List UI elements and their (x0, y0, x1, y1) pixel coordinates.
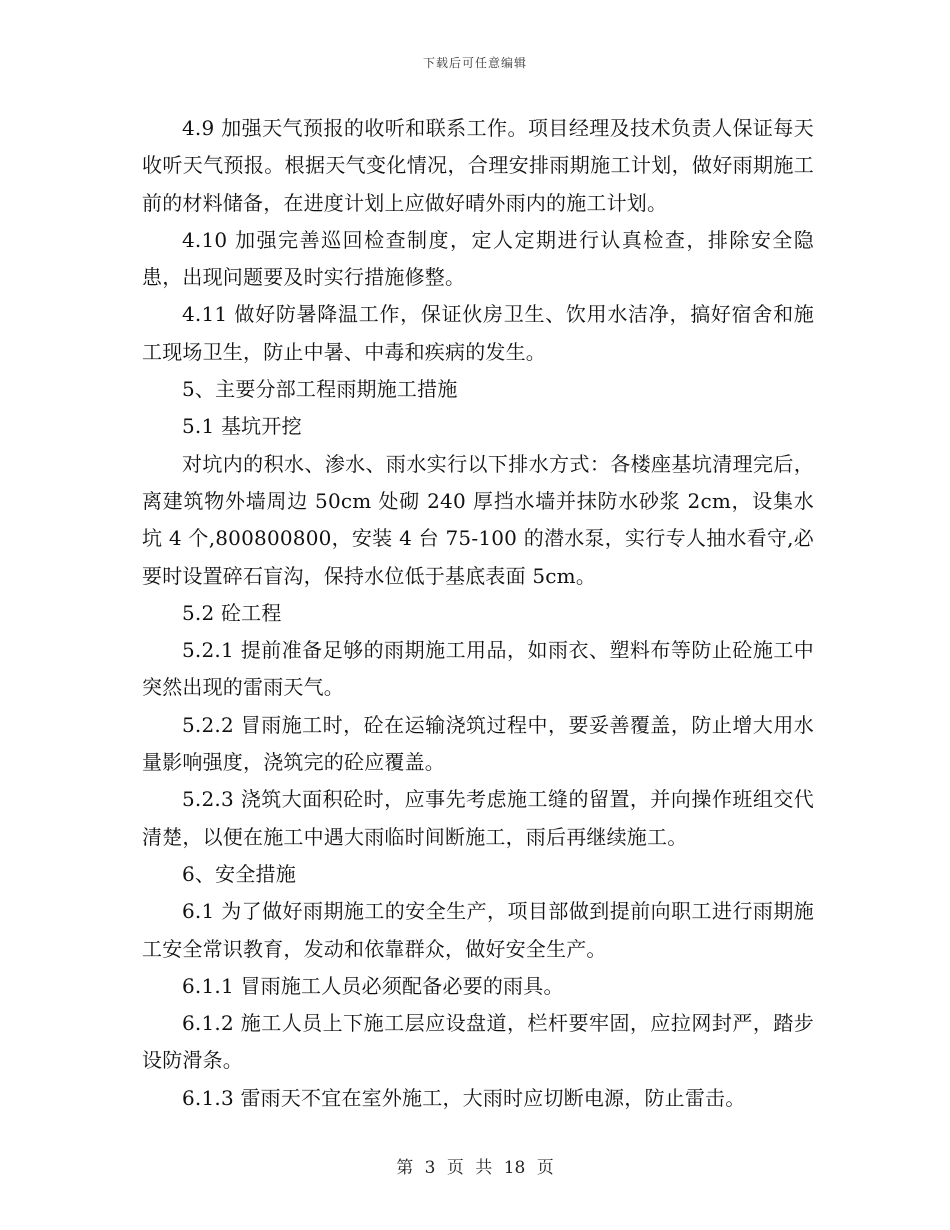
paragraph-5-2-3: 5.2.3 浇筑大面积砼时，应事先考虑施工缝的留置，并向操作班组交代清楚，以便在施工中遇大雨临时间断施工，雨后再继续施工。 (142, 787, 814, 849)
paragraph-4-9: 4.9 加强天气预报的收听和联系工作。项目经理及技术负责人保证每天收听天气预报。根据天气变化情况，合理安排雨期施工计划，做好雨期施工前的材料储备，在进度计划上应做好晴外雨内的施工计划。 (142, 116, 814, 215)
paragraph-4-10: 4.10 加强完善巡回检查制度，定人定期进行认真检查，排除安全隐患，出现问题要及时实行措施修整。 (142, 227, 814, 290)
paragraph-5-2-1: 5.2.1 提前准备足够的雨期施工用品，如雨衣、塑料布等防止砼施工中突然出现的雷雨天气。 (142, 638, 814, 700)
paragraph-5-1-body: 对坑内的积水、渗水、雨水实行以下排水方式：各楼座基坑清理完后，离建筑物外墙周边 50cm 处砌 240 厚挡水墙并抹防水砂浆 2cm，设集水坑 4 个,800800800，安装 4 台 75-100 的潜水泵，实行专人抽水看守,必要时设置碎石盲沟，保持水位低于基底表面 5cm。 (142, 451, 814, 588)
subsection-heading-5-2: 5.2 砼工程 (182, 600, 282, 625)
paragraph-6-1-3: 6.1.3 雷雨天不宜在室外施工，大雨时应切断电源，防止雷击。 (182, 1085, 746, 1110)
paragraph-5-2-2: 5.2.2 冒雨施工时，砼在运输浇筑过程中，要妥善覆盖，防止增大用水量影响强度，浇筑完的砼应覆盖。 (142, 712, 814, 775)
page-number: 第 3 页 共 18 页 (396, 1158, 554, 1178)
subsection-heading-5-1: 5.1 基坑开挖 (182, 414, 302, 439)
paragraph-4-11: 4.11 做好防暑降温工作，保证伙房卫生、饮用水洁净，搞好宿舍和施工现场卫生，防止中暑、中毒和疾病的发生。 (142, 302, 814, 364)
section-heading-6: 6、安全措施 (182, 861, 296, 886)
document-body (142, 110, 814, 1117)
paragraph-6-1: 6.1 为了做好雨期施工的安全生产，项目部做到提前向职工进行雨期施工安全常识教育，发动和依靠群众，做好安全生产。 (142, 899, 814, 961)
section-heading-5: 5、主要分部工程雨期施工措施 (182, 377, 458, 402)
paragraph-6-1-2: 6.1.2 施工人员上下施工层应设盘道，栏杆要牢固，应拉网封严，踏步设防滑条。 (142, 1011, 814, 1073)
download-edit-note: 下载后可任意编辑 (422, 56, 527, 70)
paragraph-6-1-1: 6.1.1 冒雨施工人员必须配备必要的雨具。 (182, 973, 564, 998)
